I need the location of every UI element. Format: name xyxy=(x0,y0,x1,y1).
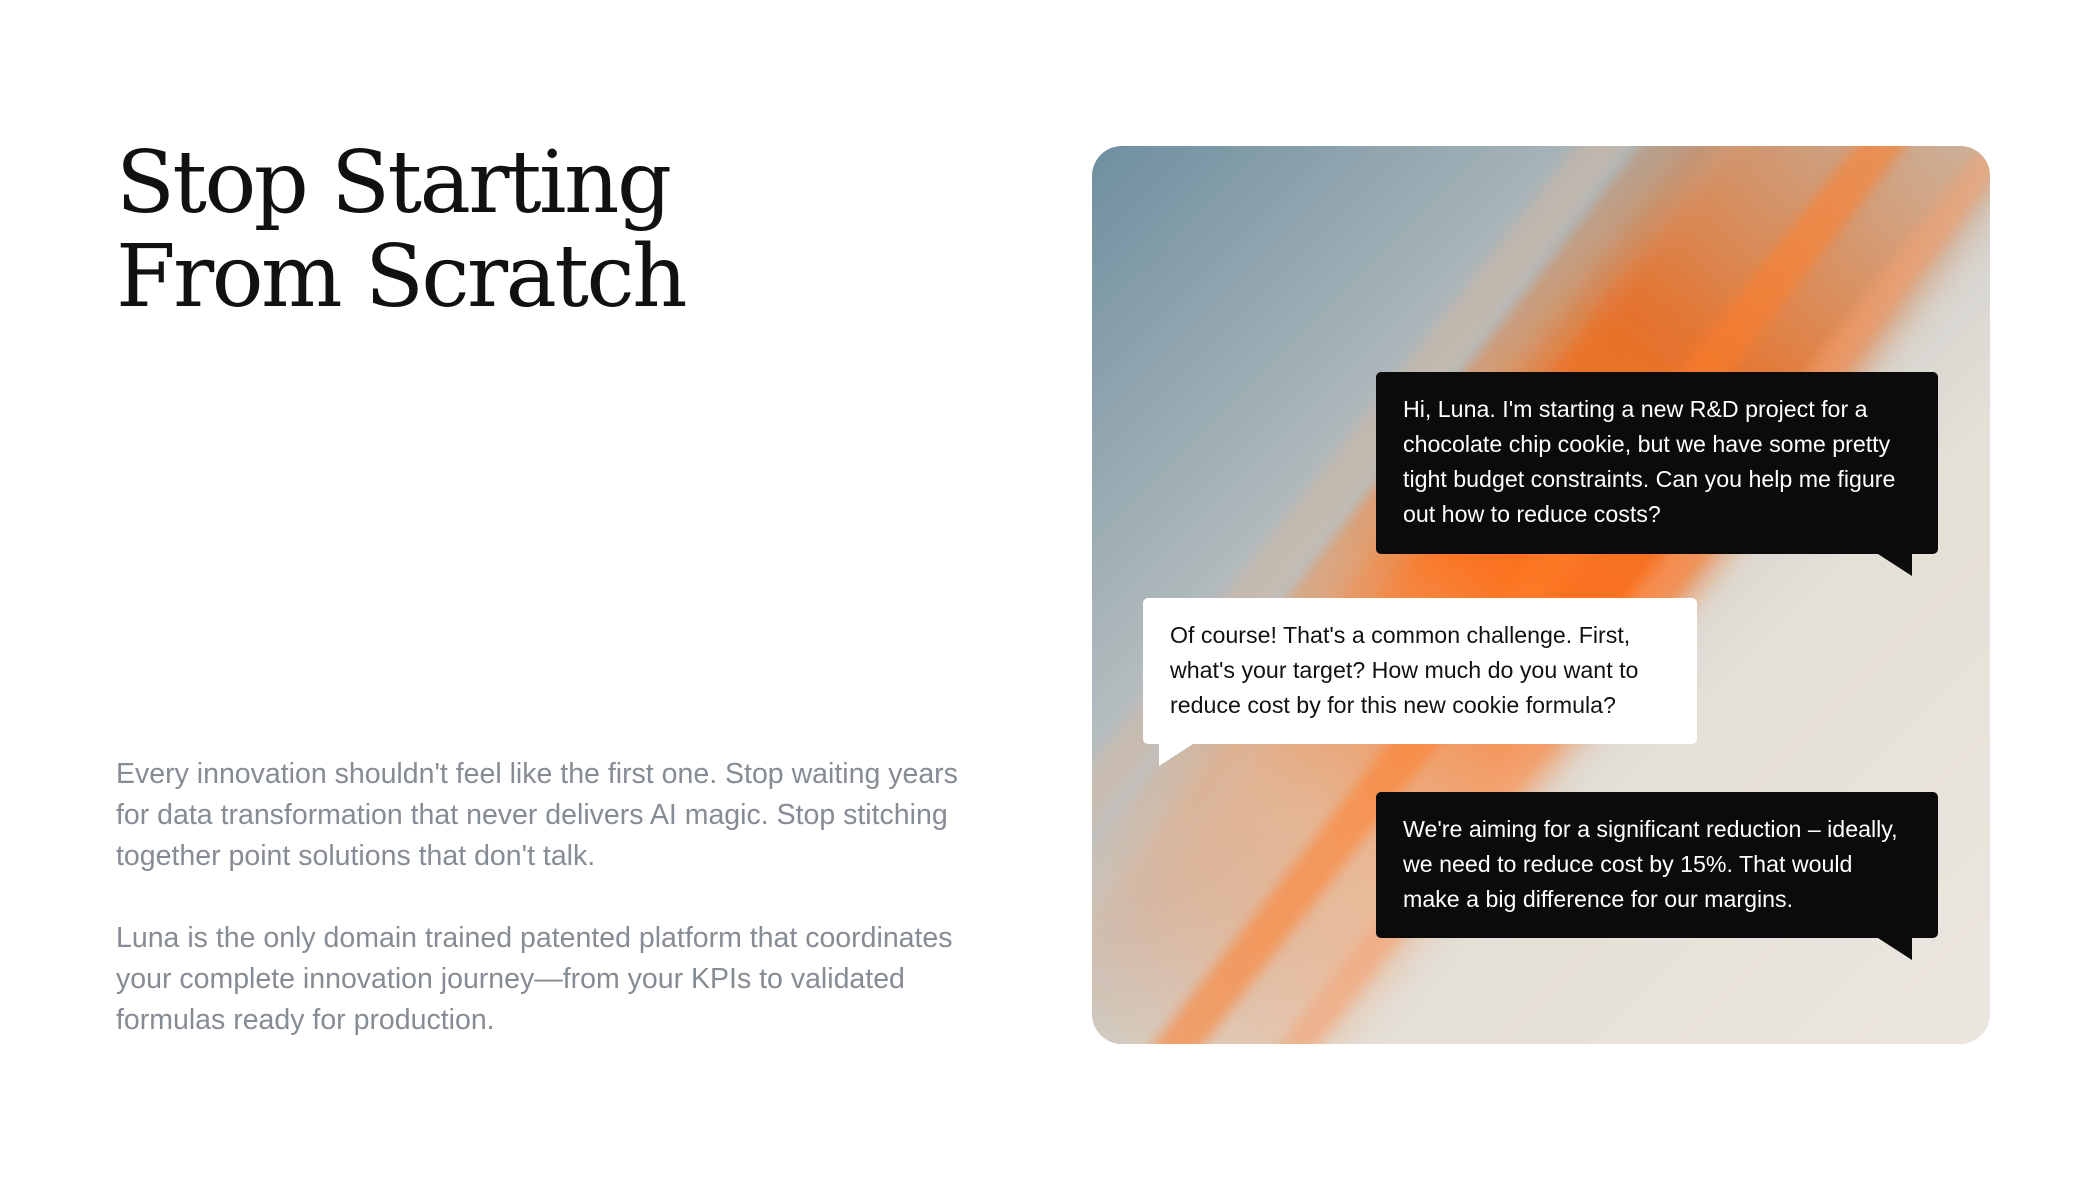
bubble-tail xyxy=(1878,938,1912,960)
intro-paragraph-2: Luna is the only domain trained patented platform that coordinates your complete innovation journey—from your KPIs to validated formulas ready for production. xyxy=(116,922,953,1036)
user-message-text: Hi, Luna. I'm starting a new R&D project for a chocolate chip cookie, but we have some pretty tight budget constraints. Can you help me figure out how to reduce costs? xyxy=(1403,396,1896,527)
page-title-line-2: From Scratch xyxy=(116,227,686,327)
user-message-text: We're aiming for a significant reduction – ideally, we need to reduce cost by 15%. That would make a big difference for our margins. xyxy=(1403,816,1898,912)
intro-copy xyxy=(116,754,996,1041)
chat-illustration xyxy=(1092,146,1990,1044)
luna-message-text: Of course! That's a common challenge. First, what's your target? How much do you want to reduce cost by for this new cookie formula? xyxy=(1170,622,1639,718)
user-message-bubble xyxy=(1376,792,1938,938)
user-message-bubble xyxy=(1376,372,1938,554)
page-title-line-1: Stop Starting xyxy=(116,133,670,233)
luna-message-bubble xyxy=(1143,598,1697,744)
intro-paragraph-1: Every innovation shouldn't feel like the first one. Stop waiting years for data transformation that never delivers AI magic. Stop stitching together point solutions that don't talk. xyxy=(116,758,958,872)
page-title xyxy=(116,133,836,327)
bubble-tail xyxy=(1159,744,1193,766)
bubble-tail xyxy=(1878,554,1912,576)
